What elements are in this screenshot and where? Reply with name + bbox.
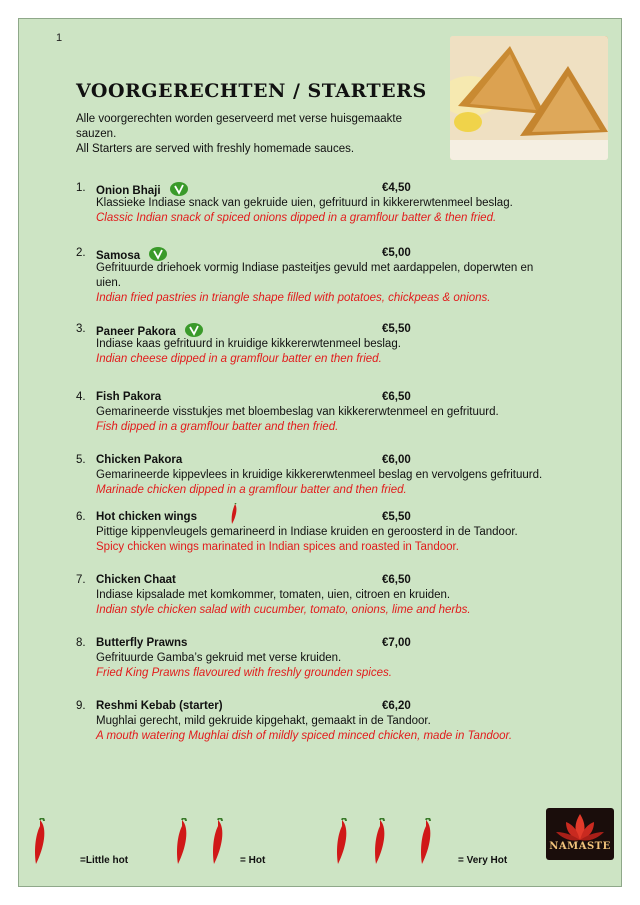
item-price: €7,00 [382,637,411,649]
intro-line: Alle voorgerechten worden geserveerd met verse huisgemaakte [76,113,403,125]
item-number: 4. [76,391,86,403]
item-number: 3. [76,323,86,335]
item-description-english: Indian style chicken salad with cucumber, tomato, onions, lime and herbs. [96,604,471,616]
menu-item [76,636,556,681]
item-description-dutch: uien. [96,277,121,289]
item-description-dutch: Indiase kipsalade met komkommer, tomaten, uien, citroen en kruiden. [96,589,451,601]
item-name: Samosa [96,246,168,264]
item-price: €5,50 [382,511,411,523]
menu-item [76,390,556,435]
item-description-english: Fish dipped in a gramflour batter and then fried. [96,421,339,433]
item-price: €5,50 [382,323,411,335]
item-description-dutch: Pittige kippenvleugels gemarineerd in Indiase kruiden en geroosterd in de Tandoor. [96,526,518,538]
item-description-english: A mouth watering Mughlai dish of mildly spiced minced chicken, made in Tandoor. [96,730,513,742]
item-description-dutch: Gemarineerde visstukjes met bloembeslag van kikkererwtenmeel en gefrituurd. [96,406,499,418]
item-price: €6,50 [382,574,411,586]
intro-line: All Starters are served with freshly homemade sauces. [76,143,355,155]
page-number: 1 [56,32,63,44]
chili-pepper-icon [206,818,230,866]
chili-pepper-icon [330,818,354,866]
chili-pepper-icon [414,818,438,866]
namaste-logo [546,808,614,860]
menu-item [76,453,556,498]
item-description-dutch: Gefrituurde driehoek vormig Indiase pasteitjes gevuld met aardappelen, doperwten en [96,262,534,274]
item-description-english: Indian fried pastries in triangle shape filled with potatoes, chickpeas & onions. [96,292,491,304]
item-number: 8. [76,637,86,649]
legend-hot: = Hot [240,855,266,866]
menu-item [76,510,556,555]
small-chili-icon [229,503,239,525]
vegetarian-icon [169,181,189,197]
item-price: €4,50 [382,182,411,194]
item-number: 6. [76,511,86,523]
item-number: 7. [76,574,86,586]
item-price: €6,00 [382,454,411,466]
item-description-english: Spicy chicken wings marinated in Indian spices and roasted in Tandoor. [96,541,459,553]
item-name: Hot chicken wings [96,511,197,523]
item-description-english: Fried King Prawns flavoured with freshly grounden spices. [96,667,392,679]
menu-item [76,699,556,744]
item-name: Butterfly Prawns [96,637,188,649]
logo-name: NAMASTE [549,841,611,852]
intro-line: sauzen. [76,128,117,140]
item-number: 9. [76,700,86,712]
item-name: Paneer Pakora [96,322,204,340]
item-number: 1. [76,182,86,194]
item-description-dutch: Gefrituurde Gamba’s gekruid met verse kruiden. [96,652,342,664]
menu-item [76,573,556,618]
intro-text [76,112,436,157]
item-name: Fish Pakora [96,391,162,403]
item-name: Reshmi Kebab (starter) [96,700,223,712]
item-number: 2. [76,247,86,259]
legend-very-hot: = Very Hot [458,855,508,866]
item-description-dutch: Klassieke Indiase snack van gekruide uien, gefrituurd in kikkererwtenmeel beslag. [96,197,513,209]
menu-item [76,181,556,226]
page-title: VOORGERECHTEN / STARTERS [76,80,427,102]
samosa-photo [450,36,608,160]
item-name: Chicken Chaat [96,574,176,586]
item-description-dutch: Indiase kaas gefrituurd in kruidige kikkererwtenmeel beslag. [96,338,401,350]
item-price: €5,00 [382,247,411,259]
chili-pepper-icon [368,818,392,866]
legend-little-hot: =Little hot [80,855,129,866]
item-price: €6,20 [382,700,411,712]
item-description-dutch: Gemarineerde kippevlees in kruidige kikkererwtenmeel beslag en vervolgens gefrituurd. [96,469,543,481]
item-number: 5. [76,454,86,466]
menu-item [76,322,556,367]
item-name: Chicken Pakora [96,454,183,466]
vegetarian-icon [184,322,204,338]
item-price: €6,50 [382,391,411,403]
menu-item [76,246,556,306]
item-description-english: Marinade chicken dipped in a gramflour batter and then fried. [96,484,407,496]
item-description-dutch: Mughlai gerecht, mild gekruide kipgehakt, gemaakt in de Tandoor. [96,715,431,727]
item-description-english: Classic Indian snack of spiced onions dipped in a gramflour batter & then fried. [96,212,497,224]
item-description-english: Indian cheese dipped in a gramflour batter en then fried. [96,353,382,365]
chili-pepper-icon [28,818,52,866]
item-name: Onion Bhaji [96,181,189,199]
vegetarian-icon [148,246,168,262]
chili-pepper-icon [170,818,194,866]
